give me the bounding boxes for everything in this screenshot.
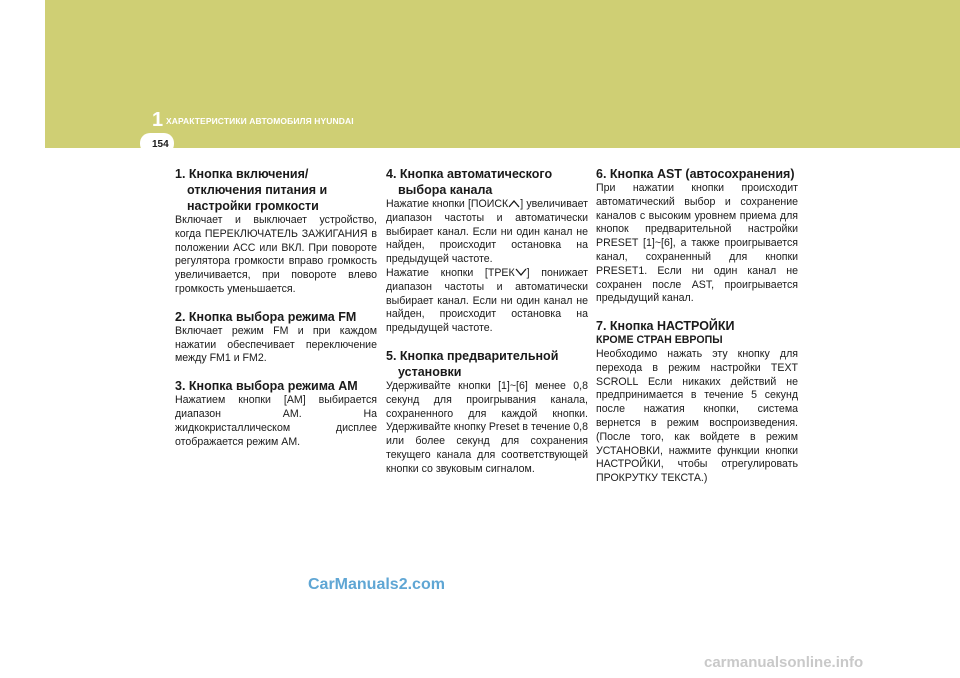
section-power-volume — [175, 166, 377, 297]
section-heading: 6. Кнопка AST (автосохранения) — [596, 167, 795, 181]
section-ast — [596, 166, 798, 306]
section-subhead: КРОМЕ СТРАН ЕВРОПЫ — [596, 334, 723, 347]
body-fragment: Нажатие кнопки [ПОИСК — [386, 198, 509, 210]
body-fragment: Нажатие кнопки [ТРЕК — [386, 266, 515, 279]
section-setup — [596, 318, 798, 486]
section-heading: 1. Кнопка включения/ отключения питания и настройки громкости — [175, 167, 328, 213]
section-body: Нажатием кнопки [AM] выбирается диапазон AM. На жидкокристаллическом дисплее отображается режим AM. — [175, 394, 377, 448]
chevron-down-icon — [515, 268, 527, 277]
section-heading: 7. Кнопка НАСТРОЙКИ — [596, 319, 735, 334]
section-body: Необходимо нажать эту кнопку для перехода в режим настройки TEXT SCROLL Если никаких действий не предпринимается в течение 5 секунд после нажатия кнопки, система вернется в режим воспроизведения. (После того, как войдете в режим УСТАНОВКИ, нажмите функции кнопки НАСТРОЙКИ, чтобы отрегулировать ПРОКРУТКУ ТЕКСТА.) — [596, 347, 798, 485]
section-fm-mode — [175, 309, 377, 366]
section-heading: 3. Кнопка выбора режима AM — [175, 379, 358, 394]
page-number: 154 — [152, 139, 169, 150]
section-heading: 5. Кнопка предварительной установки — [386, 348, 559, 379]
section-body — [386, 198, 588, 336]
chapter-title: ХАРАКТЕРИСТИКИ АВТОМОБИЛЯ HYUNDAI — [166, 116, 354, 126]
chapter-number: 1 — [152, 109, 164, 131]
body-fragment: ] понижает диапазон частоты и автоматически выбирает канал. Если ни один канал не найден, происходит остановка на предыдущей частоте. — [386, 266, 589, 335]
section-preset — [386, 348, 588, 477]
section-body: Включает режим FM и при каждом нажатии обеспечивает переключение между FM1 и FM2. — [175, 324, 377, 365]
column-2 — [386, 166, 588, 489]
section-body: При нажатии кнопки происходит автоматический выбор и сохранение каналов с высоким уровнем приема для кнопок предварительной настройки PRESET [1]~[6], а также проигрывается канал, сохраненный для кнопки PRESET1. Если ни один канал не сохранен после AST, проигрывается предыдущий канал. — [596, 182, 798, 305]
section-am-mode — [175, 378, 377, 449]
section-auto-seek — [386, 166, 588, 336]
watermark-carmanuals2: CarManuals2.com — [308, 576, 445, 593]
watermark-carmanualsonline: carmanualsonline.info — [704, 654, 864, 671]
section-heading: 2. Кнопка выбора режима FM — [175, 309, 357, 324]
section-body: Удерживайте кнопки [1]~[6] менее 0,8 секунд для проигрывания канала, сохраненного для каждой кнопки. Удерживайте кнопку Preset в течение 0,8 или более секунд для сохранения текущего канала для соответствующей кнопки со звуковым сигналом. — [386, 379, 589, 475]
section-body: Включает и выключает устройство, когда ПЕРЕКЛЮЧАТЕЛЬ ЗАЖИГАНИЯ в положении ACC или ВКЛ. При повороте регулятора громкости вправо громкость увеличивается, при повороте влево громкость уменьшается. — [175, 214, 377, 295]
column-1 — [175, 166, 377, 461]
column-3 — [596, 166, 798, 498]
body-fragment: ] увеличивает диапазон частоты и автоматически выбирает канал. Если ни один канал не найден, происходит остановка на предыдущей частоте. — [386, 198, 588, 266]
section-heading: 4. Кнопка автоматического выбора канала — [386, 167, 553, 197]
chevron-up-icon — [508, 199, 520, 208]
